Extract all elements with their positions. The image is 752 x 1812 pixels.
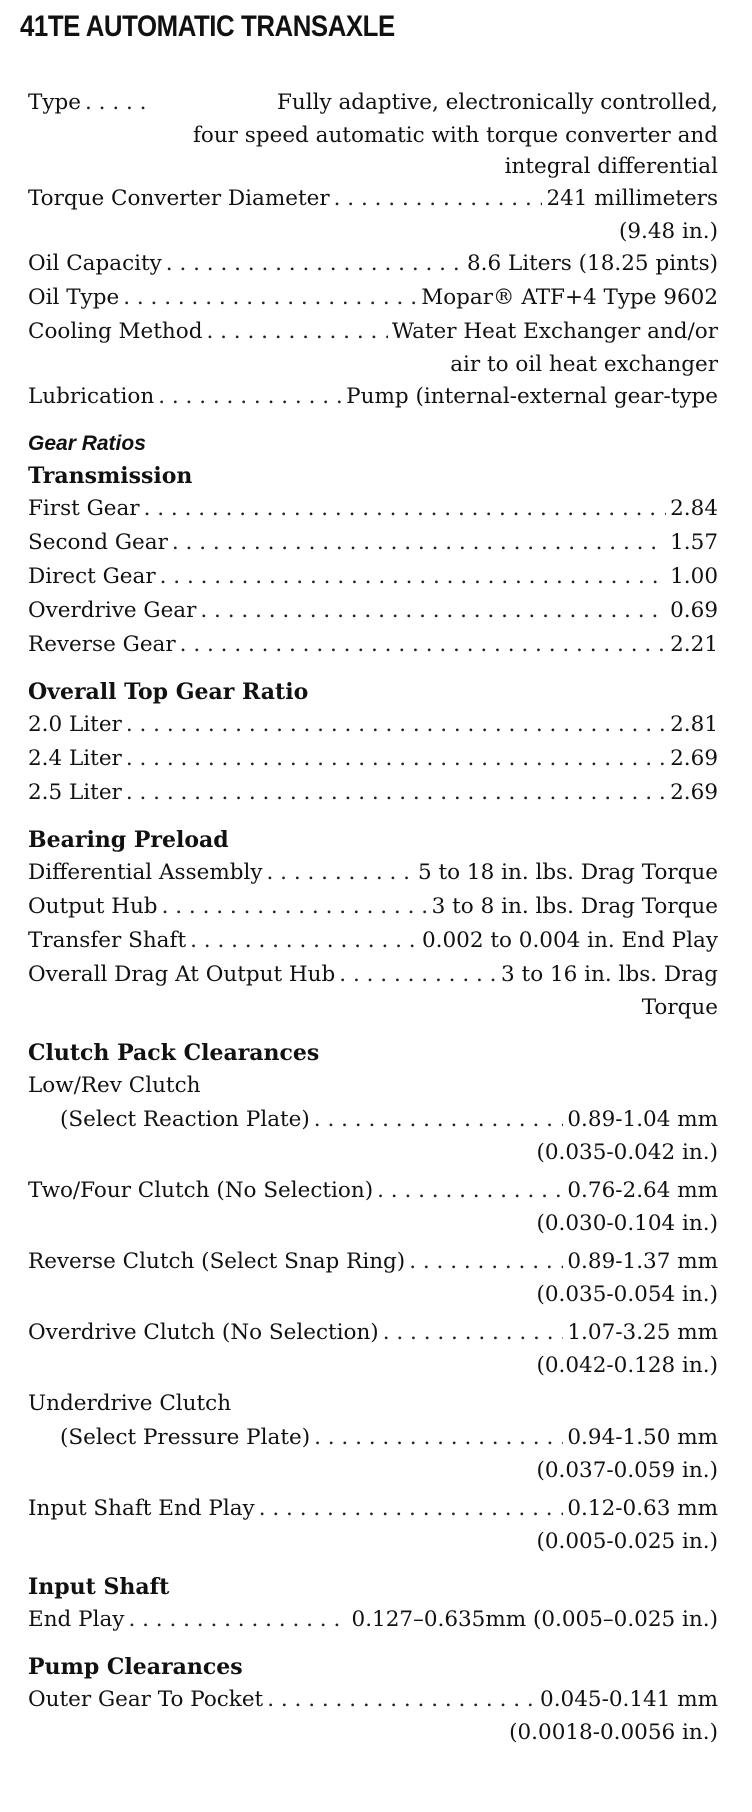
- spec-row: [28, 708, 718, 742]
- spec-label: Output Hub: [28, 894, 158, 919]
- leader-dots: [267, 1683, 536, 1717]
- spec-value: 1.07-3.25 mm: [567, 1320, 718, 1345]
- spec-row-cooling: [28, 315, 718, 349]
- spec-value: 0.94-1.50 mm: [567, 1425, 718, 1450]
- spec-label: Reverse Clutch (Select Snap Ring): [28, 1249, 406, 1274]
- spec-row-underdrive: [28, 1421, 718, 1455]
- spec-row: [28, 856, 718, 890]
- spec-row: [28, 742, 718, 776]
- spec-label: End Play: [28, 1607, 125, 1632]
- spec-row: [28, 594, 718, 628]
- spec-continuation: air to oil heat exchanger: [450, 352, 718, 377]
- spec-row-type: [28, 86, 718, 120]
- spec-label: Direct Gear: [28, 564, 156, 589]
- spec-content: [28, 86, 718, 1748]
- spec-row-end-play: [28, 1603, 718, 1637]
- leader-dots: [314, 1421, 563, 1455]
- spec-label: Overdrive Gear: [28, 598, 197, 623]
- section-heading-gear-ratios: Gear Ratios: [28, 432, 146, 455]
- section-heading-pump: Pump Clearances: [28, 1654, 243, 1680]
- spec-row-oil-type: [28, 281, 718, 315]
- spec-label: Transfer Shaft: [28, 928, 187, 953]
- spec-row-input-end-play: [28, 1492, 718, 1526]
- spec-continuation: (0.035-0.054 in.): [536, 1282, 718, 1307]
- spec-value: 0.89-1.37 mm: [567, 1249, 718, 1274]
- spec-continuation: (0.030-0.104 in.): [536, 1211, 718, 1236]
- spec-row: [28, 628, 718, 662]
- spec-row-torque-converter: [28, 182, 718, 216]
- spec-value: 0.045-0.141 mm: [540, 1687, 718, 1712]
- spec-row-reverse-clutch: [28, 1245, 718, 1279]
- spec-value: Water Heat Exchanger and/or: [391, 319, 718, 344]
- spec-value: 0.12-0.63 mm: [567, 1496, 718, 1521]
- spec-row: [28, 560, 718, 594]
- spec-continuation: (0.035-0.042 in.): [536, 1140, 718, 1165]
- spec-value: 2.84: [670, 496, 718, 521]
- spec-value: Pump (internal-external gear-type: [346, 384, 718, 409]
- leader-dots: [126, 742, 666, 776]
- spec-label: (Select Reaction Plate): [60, 1107, 310, 1132]
- spec-value: 3 to 16 in. lbs. Drag: [501, 962, 718, 987]
- spec-value: 5 to 18 in. lbs. Drag Torque: [417, 860, 718, 885]
- spec-label: Outer Gear To Pocket: [28, 1687, 264, 1712]
- spec-label: 2.5 Liter: [28, 780, 122, 805]
- leader-dots: [377, 1174, 563, 1208]
- leader-dots: [126, 708, 666, 742]
- leader-dots: [259, 1492, 564, 1526]
- spec-continuation: (0.0018-0.0056 in.): [509, 1720, 718, 1745]
- bearing-rows: [28, 856, 718, 1023]
- spec-row: [28, 890, 718, 924]
- spec-row-oil-capacity: [28, 247, 718, 281]
- spec-value: 0.127–0.635mm (0.005–0.025 in.): [351, 1607, 718, 1632]
- subheading-transmission: Transmission: [28, 463, 193, 489]
- spec-label: Overdrive Clutch (No Selection): [28, 1320, 379, 1345]
- spec-label: Low/Rev Clutch: [28, 1073, 201, 1098]
- leader-dots: [85, 86, 155, 120]
- spec-value: Mopar® ATF+4 Type 9602: [421, 285, 718, 310]
- leader-dots: [144, 492, 667, 526]
- leader-dots: [158, 380, 342, 414]
- leader-dots: [166, 247, 463, 281]
- overall-top-rows: [28, 708, 718, 810]
- leader-dots: [409, 1245, 563, 1279]
- leader-dots: [267, 856, 414, 890]
- spec-row-two-four: [28, 1174, 718, 1208]
- spec-label: Lubrication: [28, 384, 155, 409]
- spec-value: Fully adaptive, electronically controlled,: [276, 90, 718, 115]
- spec-value: 2.21: [670, 632, 718, 657]
- spec-continuation: four speed automatic with torque converter and: [192, 123, 718, 148]
- leader-dots: [190, 924, 418, 958]
- spec-continuation: Torque: [641, 995, 718, 1020]
- spec-row: [28, 924, 718, 958]
- spec-row-outer-gear: [28, 1683, 718, 1717]
- leader-dots: [128, 1603, 347, 1637]
- leader-dots: [334, 182, 543, 216]
- spec-value: 1.00: [670, 564, 718, 589]
- leader-dots: [123, 281, 417, 315]
- spec-label: First Gear: [28, 496, 140, 521]
- spec-value: 3 to 8 in. lbs. Drag Torque: [431, 894, 718, 919]
- spec-value: 0.69: [670, 598, 718, 623]
- spec-label: Underdrive Clutch: [28, 1391, 232, 1416]
- spec-continuation: (0.042-0.128 in.): [536, 1353, 718, 1378]
- spec-value: 0.76-2.64 mm: [567, 1178, 718, 1203]
- leader-dots: [162, 890, 428, 924]
- spec-value: 2.69: [670, 746, 718, 771]
- spec-value: 0.89-1.04 mm: [567, 1107, 718, 1132]
- spec-label-underdrive: [28, 1387, 718, 1421]
- spec-value: 241 millimeters: [546, 186, 718, 211]
- spec-value: 2.69: [670, 780, 718, 805]
- subheading-overall-top-gear: Overall Top Gear Ratio: [28, 679, 309, 705]
- spec-row-lubrication: [28, 380, 718, 414]
- leader-dots: [314, 1103, 564, 1137]
- spec-continuation: (9.48 in.): [618, 219, 718, 244]
- spec-label-low-rev: [28, 1069, 718, 1103]
- leader-dots: [200, 594, 666, 628]
- spec-label: Input Shaft End Play: [28, 1496, 255, 1521]
- section-heading-bearing-preload: Bearing Preload: [28, 827, 229, 853]
- spec-row-low-rev: [28, 1103, 718, 1137]
- section-heading-clutch-pack: Clutch Pack Clearances: [28, 1040, 320, 1066]
- leader-dots: [172, 526, 666, 560]
- leader-dots: [180, 628, 666, 662]
- spec-label: Overall Drag At Output Hub: [28, 962, 336, 987]
- spec-row: [28, 526, 718, 560]
- spec-label: Oil Type: [28, 285, 120, 310]
- spec-row: [28, 958, 718, 992]
- spec-value: 1.57: [670, 530, 718, 555]
- transmission-rows: [28, 492, 718, 662]
- spec-continuation: (0.037-0.059 in.): [536, 1458, 718, 1483]
- page-title: 41TE AUTOMATIC TRANSAXLE: [20, 10, 395, 43]
- section-heading-input-shaft: Input Shaft: [28, 1574, 170, 1600]
- spec-value: 8.6 Liters (18.25 pints): [466, 251, 718, 276]
- spec-value: 0.002 to 0.004 in. End Play: [421, 928, 718, 953]
- spec-label: Type: [28, 90, 81, 115]
- spec-label: Differential Assembly: [28, 860, 263, 885]
- leader-dots: [126, 776, 666, 810]
- spec-row-overdrive-clutch: [28, 1316, 718, 1350]
- spec-label: Torque Converter Diameter: [28, 186, 330, 211]
- spec-continuation: (0.005-0.025 in.): [536, 1529, 718, 1554]
- leader-dots: [206, 315, 387, 349]
- spec-row: [28, 776, 718, 810]
- spec-label: 2.4 Liter: [28, 746, 122, 771]
- spec-continuation: integral differential: [504, 154, 718, 179]
- spec-label: (Select Pressure Plate): [60, 1425, 311, 1450]
- leader-dots: [160, 560, 667, 594]
- spec-label: Oil Capacity: [28, 251, 162, 276]
- leader-dots: [339, 958, 497, 992]
- spec-label: 2.0 Liter: [28, 712, 122, 737]
- spec-label: Cooling Method: [28, 319, 203, 344]
- spec-value: 2.81: [670, 712, 718, 737]
- spec-label: Reverse Gear: [28, 632, 176, 657]
- spec-label: Two/Four Clutch (No Selection): [28, 1178, 374, 1203]
- spec-label: Second Gear: [28, 530, 168, 555]
- leader-dots: [383, 1316, 564, 1350]
- spec-row: [28, 492, 718, 526]
